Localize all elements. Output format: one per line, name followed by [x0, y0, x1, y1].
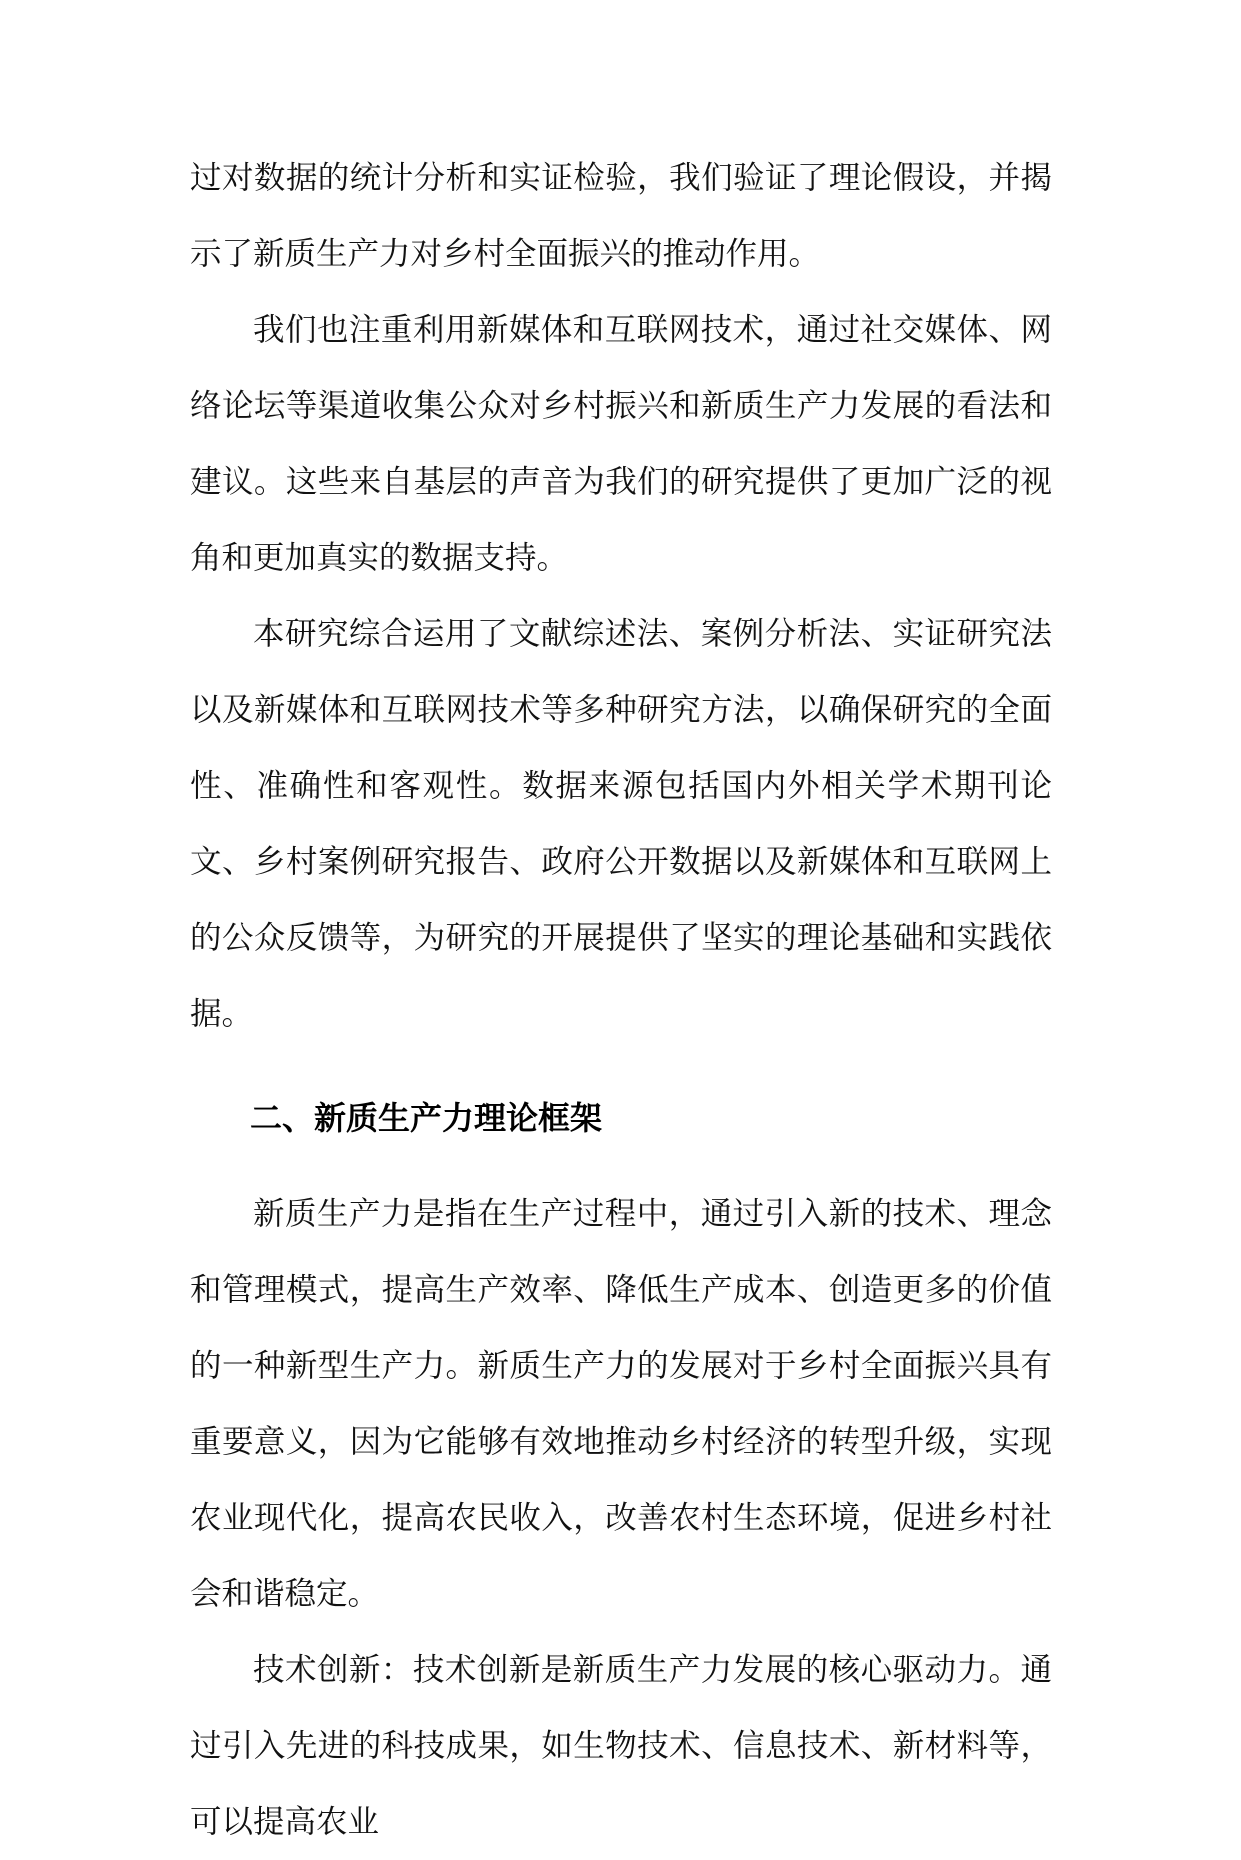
paragraph-new-media: 我们也注重利用新媒体和互联网技术，通过社交媒体、网络论坛等渠道收集公众对乡村振兴和新质生产力发展的看法和建议。这些来自基层的声音为我们的研究提供了更加广泛的视角和更加真实的数据支持。 [190, 312, 1052, 576]
section-heading: 二、新质生产力理论框架 [250, 1099, 603, 1137]
paragraph-continuation: 过对数据的统计分析和实证检验，我们验证了理论假设，并揭示了新质生产力对乡村全面振兴的推动作用。 [190, 160, 1052, 272]
paragraph-tech-innovation: 技术创新：技术创新是新质生产力发展的核心驱动力。通过引入先进的科技成果，如生物技术、信息技术、新材料等，可以提高农业 [190, 1652, 1052, 1840]
paragraph-methods-summary: 本研究综合运用了文献综述法、案例分析法、实证研究法以及新媒体和互联网技术等多种研究方法，以确保研究的全面性、准确性和客观性。数据来源包括国内外相关学术期刊论文、乡村案例研究报告、政府公开数据以及新媒体和互联网上的公众反馈等，为研究的开展提供了坚实的理论基础和实践依据。 [190, 616, 1052, 1032]
paragraph-definition: 新质生产力是指在生产过程中，通过引入新的技术、理念和管理模式，提高生产效率、降低生产成本、创造更多的价值的一种新型生产力。新质生产力的发展对于乡村全面振兴具有重要意义，因为它能够有效地推动乡村经济的转型升级，实现农业现代化，提高农民收入，改善农村生态环境，促进乡村社会和谐稳定。 [190, 1196, 1052, 1612]
document-body [190, 140, 1052, 1860]
